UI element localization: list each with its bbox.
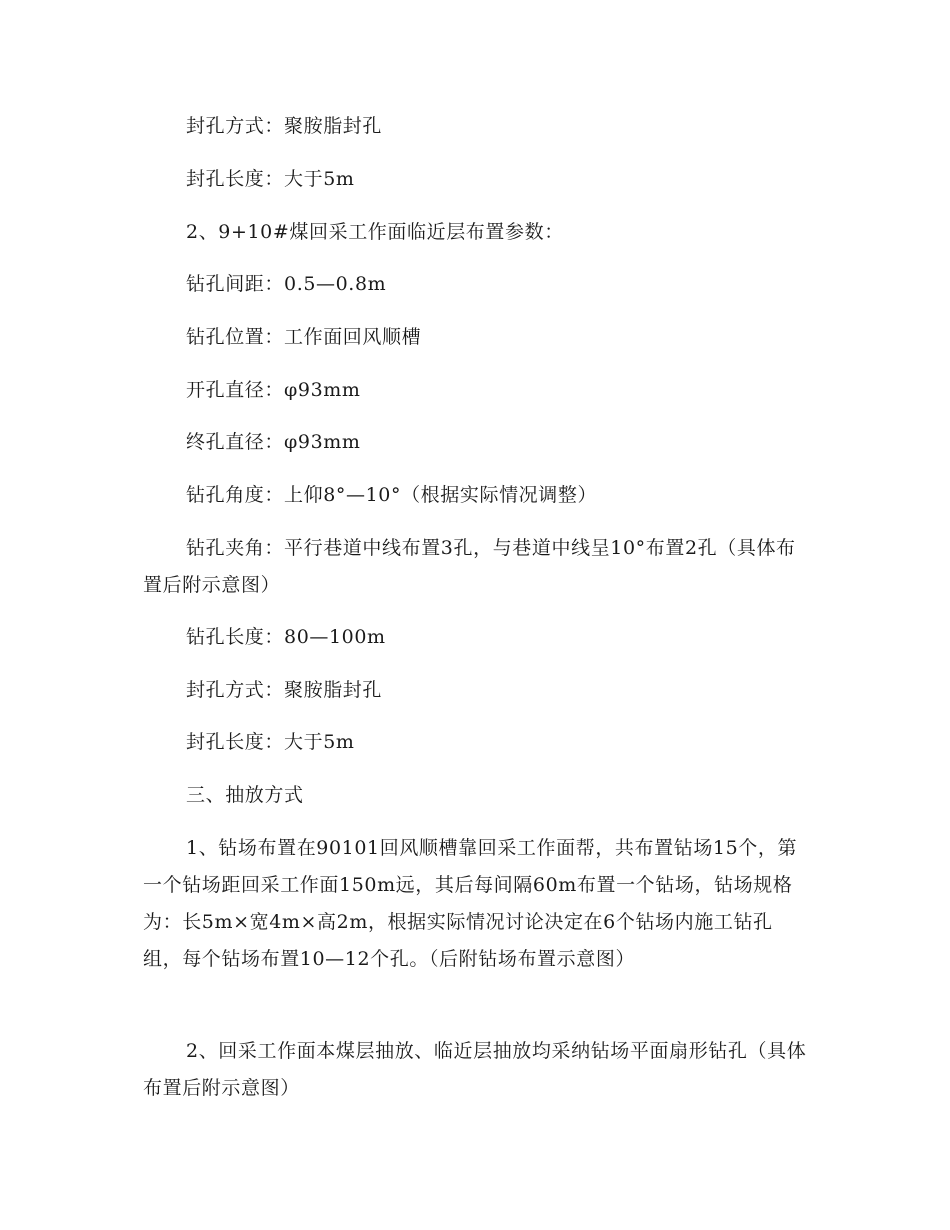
paragraph-sealing-method: 封孔方式：聚胺脂封孔 bbox=[186, 115, 383, 137]
section-heading-extraction-method: 三、抽放方式 bbox=[186, 784, 304, 806]
paragraph-fan-drilling: 2、回采工作面本煤层抽放、临近层抽放均采纳钻场平面扇形钻孔（具体布置后附示意图） bbox=[143, 1040, 807, 1099]
paragraph-hole-included-angle: 钻孔夹角：平行巷道中线布置3孔，与巷道中线呈10°布置2孔（具体布置后附示意图） bbox=[143, 537, 796, 596]
paragraph-hole-spacing: 钻孔间距：0.5—0.8m bbox=[186, 273, 387, 295]
paragraph-sealing-method-2: 封孔方式：聚胺脂封孔 bbox=[186, 679, 383, 701]
paragraph-hole-angle: 钻孔角度：上仰8°—10°（根据实际情况调整） bbox=[186, 484, 598, 506]
paragraph-final-diameter: 终孔直径：φ93mm bbox=[186, 431, 361, 453]
paragraph-sealing-length-2: 封孔长度：大于5m bbox=[186, 731, 355, 753]
paragraph-section-heading-adjacent-layer: 2、9+10#煤回采工作面临近层布置参数： bbox=[186, 221, 564, 243]
paragraph-hole-length: 钻孔长度：80—100m bbox=[186, 626, 386, 648]
paragraph-opening-diameter: 开孔直径：φ93mm bbox=[186, 379, 361, 401]
paragraph-sealing-length: 封孔长度：大于5m bbox=[186, 168, 355, 190]
paragraph-drill-site-layout: 1、钻场布置在90101回风顺槽靠回采工作面帮，共布置钻场15个，第一个钻场距回采工作面150m远，其后每间隔60m布置一个钻场，钻场规格为：长5m×宽4m×高2m，根据实际情况讨论决定在6个钻场内施工钻孔组，每个钻场布置10—12个孔。（后附钻场布置示意图） bbox=[143, 837, 798, 970]
paragraph-hole-position: 钻孔位置：工作面回风顺槽 bbox=[186, 326, 422, 348]
